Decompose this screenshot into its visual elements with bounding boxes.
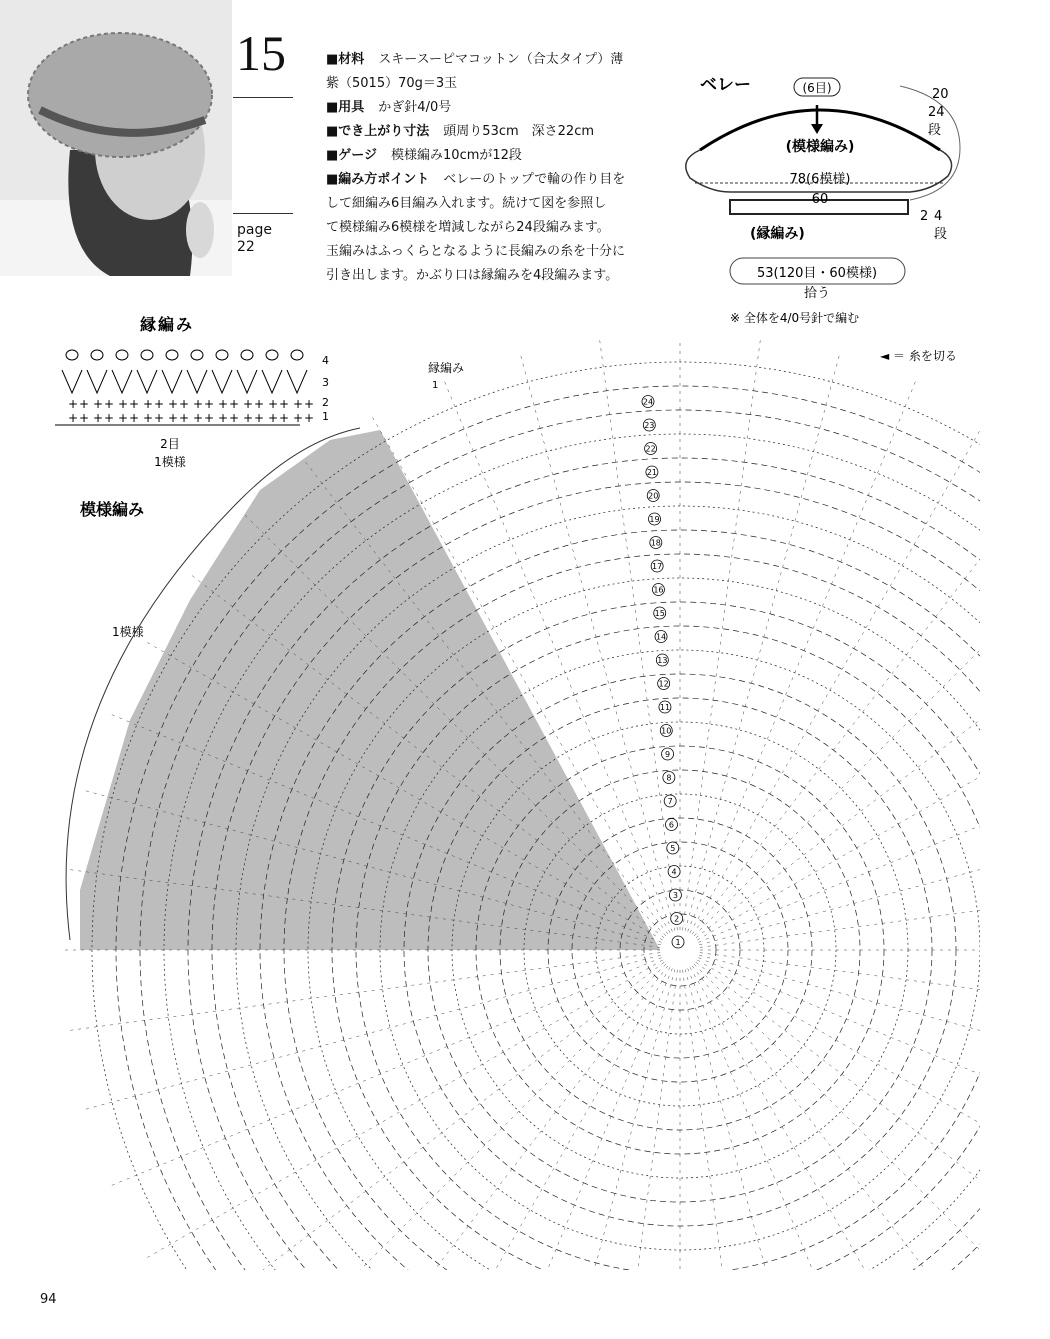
edge-stitch [212,370,232,393]
row-number: 13 [657,656,668,665]
row-number: 16 [653,585,664,595]
page-number: 94 [40,1292,57,1307]
band-width-label: 60 [811,192,829,207]
edge-stitch [287,370,307,393]
spec-key: ■編み方ポイント [326,172,430,187]
edge-label: 縁編み [428,361,465,375]
edge-stitch: + [268,411,279,425]
stitch-spoke [370,967,670,1300]
edge-label: (縁編み) [750,226,805,242]
spec-value: スキースーピマコットン（合太タイプ）薄 [378,52,624,67]
row-number: 17 [652,562,663,571]
spec-row [326,240,651,264]
spec-row [326,168,651,192]
edge-repeat-label: 1模様 [154,455,186,469]
beret-title: ベレー [700,75,751,95]
edge-stitch: + [304,411,315,425]
edge-stitch: + [154,411,165,425]
edge-stitch [166,350,178,360]
edge-stitch: + [243,397,254,411]
stitch-spoke [683,335,761,930]
edge-stitch: + [218,397,229,411]
row-number: 21 [646,468,658,477]
row-number: 20 [648,491,659,501]
divider [233,97,293,98]
legend: ◄ ＝ 糸を切る [880,349,957,363]
edge-chart [62,350,314,425]
row-number: 2 [674,914,680,924]
edge-stitch: + [204,397,215,411]
stitch-spoke [692,458,1050,934]
edge-stitch [91,350,103,360]
edge-stitch: + [179,397,190,411]
stitch-spoke [65,953,660,1031]
spec-row [326,72,651,96]
top-ring-label: (6目) [802,81,832,95]
edge-stitch: + [104,397,115,411]
main-chart-title: 模様編み [80,500,145,519]
edge-stitch: + [143,411,154,425]
stitch-spoke [698,713,1050,943]
edge-stitch: + [168,411,179,425]
edge-stitch [66,350,78,360]
edge-row-number: 2 [322,396,329,409]
stitch-spoke [699,955,1050,1110]
edge-stitch: + [193,397,204,411]
edge-stitch: + [243,411,254,425]
edge-stitch: + [104,411,115,425]
stitch-spoke [303,966,668,1300]
stitch-spoke [683,970,761,1300]
edge-stitch: + [229,411,240,425]
edge-stitch [137,370,157,393]
spec-row [326,144,651,168]
spec-value: して細編み6目編み入れます。続けて図を参照し [326,196,607,211]
divider [233,213,293,214]
spec-value: ベレーのトップで輪の作り目を [443,172,626,187]
stitch-spoke [242,964,666,1300]
stitch-spoke [700,869,1050,947]
spec-row [326,192,651,216]
row-number: 10 [661,726,672,736]
edge-stitch [237,370,257,393]
edge-stitch [112,370,132,393]
stitch-spoke [697,960,1050,1260]
pattern-label: (模様編み) [785,139,855,155]
spec-row [326,264,651,288]
stitch-spoke [599,970,677,1300]
spec-value: 玉編みはふっくらとなるように長編みの糸を十分に [326,244,626,259]
row-number: 23 [644,421,655,430]
edge-stitch: + [129,411,140,425]
edge-stitch: + [279,397,290,411]
spec-value: 紫（5015）70g＝3玉 [326,76,458,91]
stitch-spoke [688,377,918,931]
stitch-spoke [694,964,1050,1300]
edge-stitch: + [254,411,265,425]
edge-stitch [116,350,128,360]
edge-stitch: + [93,411,104,425]
row-number: 8 [666,773,672,783]
edge-stitch: + [79,397,90,411]
edge-row-number: 4 [322,354,329,367]
edge-stitch: + [143,397,154,411]
row-number: 19 [649,515,660,524]
row-numbers [642,396,684,949]
edge-stitch [262,370,282,393]
row-number: 24 [642,397,654,407]
stitch-spoke [697,640,1050,940]
edge-stitch: + [193,411,204,425]
edge-stitch [216,350,228,360]
edge-chart-title: 縁編み [140,315,195,334]
spec-value: 頭周り53cm 深さ22cm [443,124,595,139]
spec-row [326,48,651,72]
row-number: 1 [675,938,681,947]
edge-stitch: + [168,397,179,411]
pickup-sub: 拾う [803,286,831,301]
edge-stitch: + [129,397,140,411]
chart-area [0,300,1050,1300]
row-number: 12 [658,679,669,689]
stitch-spoke [143,960,663,1260]
rows-label: 2 [920,209,929,224]
page-word: page [237,222,272,238]
spec-value: 模様編み10cmが12段 [391,148,522,163]
spec-block [326,48,651,288]
edge-stitch [291,350,303,360]
edge-stitch: + [254,397,265,411]
note: ※ 全体を4/0号針で編む [730,311,860,325]
edge-stitch [191,350,203,360]
stitch-spoke [690,967,990,1300]
row-number: 14 [655,632,667,642]
spec-row [326,216,651,240]
stitch-spoke [698,958,1050,1188]
page-ref-number: 22 [237,239,255,255]
edge-stitch: + [154,397,165,411]
arrow-down-icon [811,124,823,134]
spec-value: かぎ針4/0号 [378,100,452,115]
edge-stitch: + [79,411,90,425]
spec-key: ■用具 [326,100,365,115]
stitch-spoke [690,413,990,933]
edge-stitch: + [204,411,215,425]
edge-stitch: + [279,411,290,425]
page-reference [237,222,272,256]
edge-stitch: + [293,397,304,411]
rows-label: 段 [934,227,948,242]
row-number: 5 [670,844,676,853]
edge-stitch [87,370,107,393]
spec-key: ■ゲージ [326,148,378,163]
row-number: 18 [650,538,661,548]
spec-value: 引き出します。かぶり口は縁編みを4段編みます。 [326,268,619,283]
stitch-spoke [696,962,1050,1300]
row-number: 22 [645,444,656,454]
model-photo [0,0,232,276]
edge-row-number: 1 [322,410,329,423]
edge-stitch: + [68,397,79,411]
spec-row [326,120,651,144]
row-number: 15 [654,609,665,618]
row-number: 6 [668,820,675,830]
edge-stitch: + [293,411,304,425]
repeat-label: 1模様 [112,625,144,639]
pattern-number: 15 [236,25,286,81]
edge-row-number: 3 [322,376,329,389]
rows-label: 段 [928,123,942,138]
edge-stitch: + [304,397,315,411]
pickup-label: 53(120目・60模様) [756,266,878,281]
row-number: 7 [667,797,673,806]
row-number: 11 [659,703,671,712]
width-label: 78(6模様) [789,172,851,187]
edge-stitch: + [179,411,190,425]
rows-label: 24 [928,105,945,120]
spec-key: ■材料 [326,52,365,67]
spec-row [326,96,651,120]
rows-label: 4 [934,209,943,224]
edge-stitch: + [68,411,79,425]
rows-label: 20 [932,87,949,102]
edge-stitch: + [229,397,240,411]
edge-stitch [187,370,207,393]
edge-stitch [62,370,82,393]
spec-value: て模様編み6模様を増減しながら24段編みます。 [326,220,610,235]
edge-stitch [241,350,253,360]
row-number: 3 [672,891,678,900]
edge-stitch [162,370,182,393]
row-number: 9 [665,750,671,759]
stitch-spoke [700,953,1050,1031]
edge-stitch: + [118,397,129,411]
edge-repeat-label: 2目 [160,437,180,451]
edge-stitch [266,350,278,360]
edge-stitch [141,350,153,360]
edge-stitch: + [268,397,279,411]
edge-stitch: + [118,411,129,425]
edge-stitch: + [218,411,229,425]
stitch-spoke [107,958,661,1188]
beret-schematic [670,60,970,330]
spec-key: ■でき上がり寸法 [326,124,430,139]
stitch-spoke [699,790,1050,945]
stitch-spoke [694,512,1050,936]
stitch-spoke [685,351,840,931]
edge-row-mark: 1 [432,380,439,391]
edge-stitch: + [93,397,104,411]
stitch-spoke [81,955,661,1110]
row-number: 4 [671,867,677,877]
